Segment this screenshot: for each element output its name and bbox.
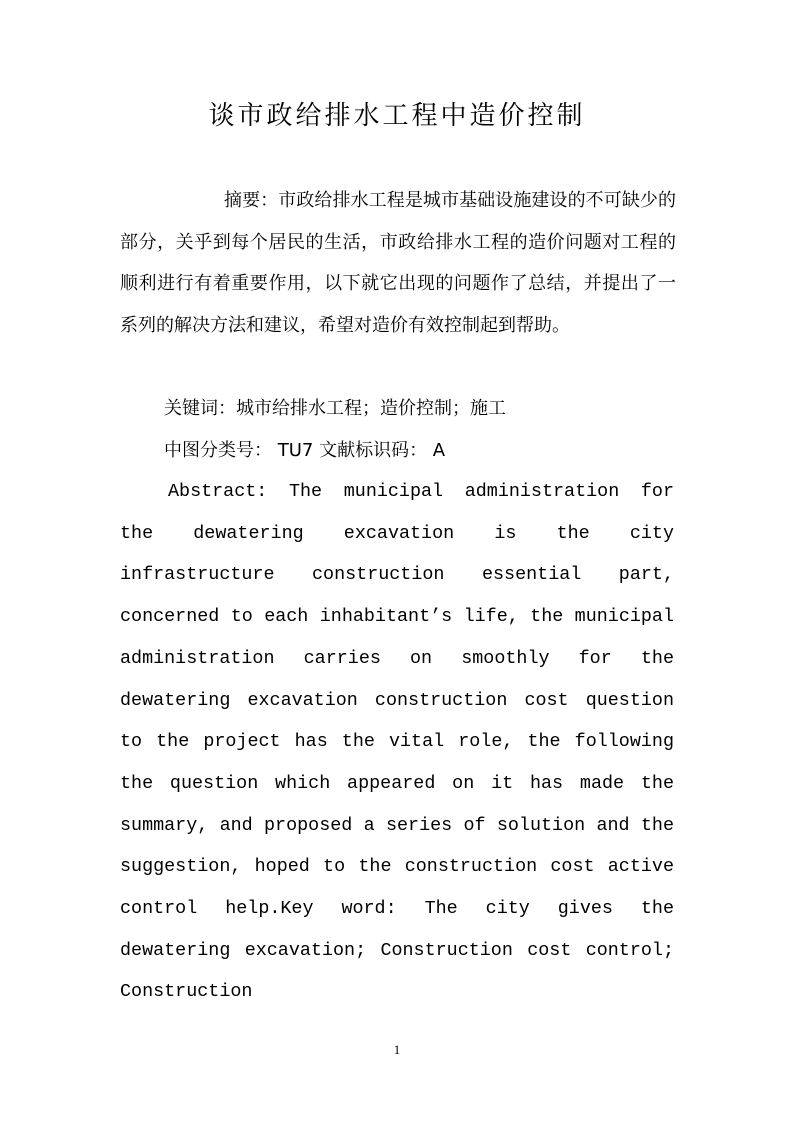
english-abstract: Abstract: The municipal administration for the dewatering excavation is the city infrastructure construction essential part, concerned to each inhabitant’s life, the municipal administration carries on smoothly for the dewatering excavation construction cost question to the project has the vital role, the following the question which appeared on it has made the summary, and proposed a series of solution and the suggestion, hoped to the construction cost active control help.Key word: The city gives the dewatering excavation; Construction cost control; Construction (120, 481, 674, 1003)
page-number: 1 (393, 1042, 401, 1057)
document-title: 谈市政给排水工程中造价控制 (208, 101, 586, 131)
chinese-keywords: 关键词：城市给排水工程；造价控制；施工 (164, 398, 506, 419)
chinese-abstract: 摘要：市政给排水工程是城市基础设施建设的不可缺少的部分，关乎到每个居民的生活，市政给排水工程的造价问题对工程的顺利进行有着重要作用，以下就它出现的问题作了总结，并提出了一系列的解决方法和建议，希望对造价有效控制起到帮助。 (120, 190, 676, 336)
classification-line: 中图分类号： TU7 文献标识码： A (164, 440, 446, 461)
